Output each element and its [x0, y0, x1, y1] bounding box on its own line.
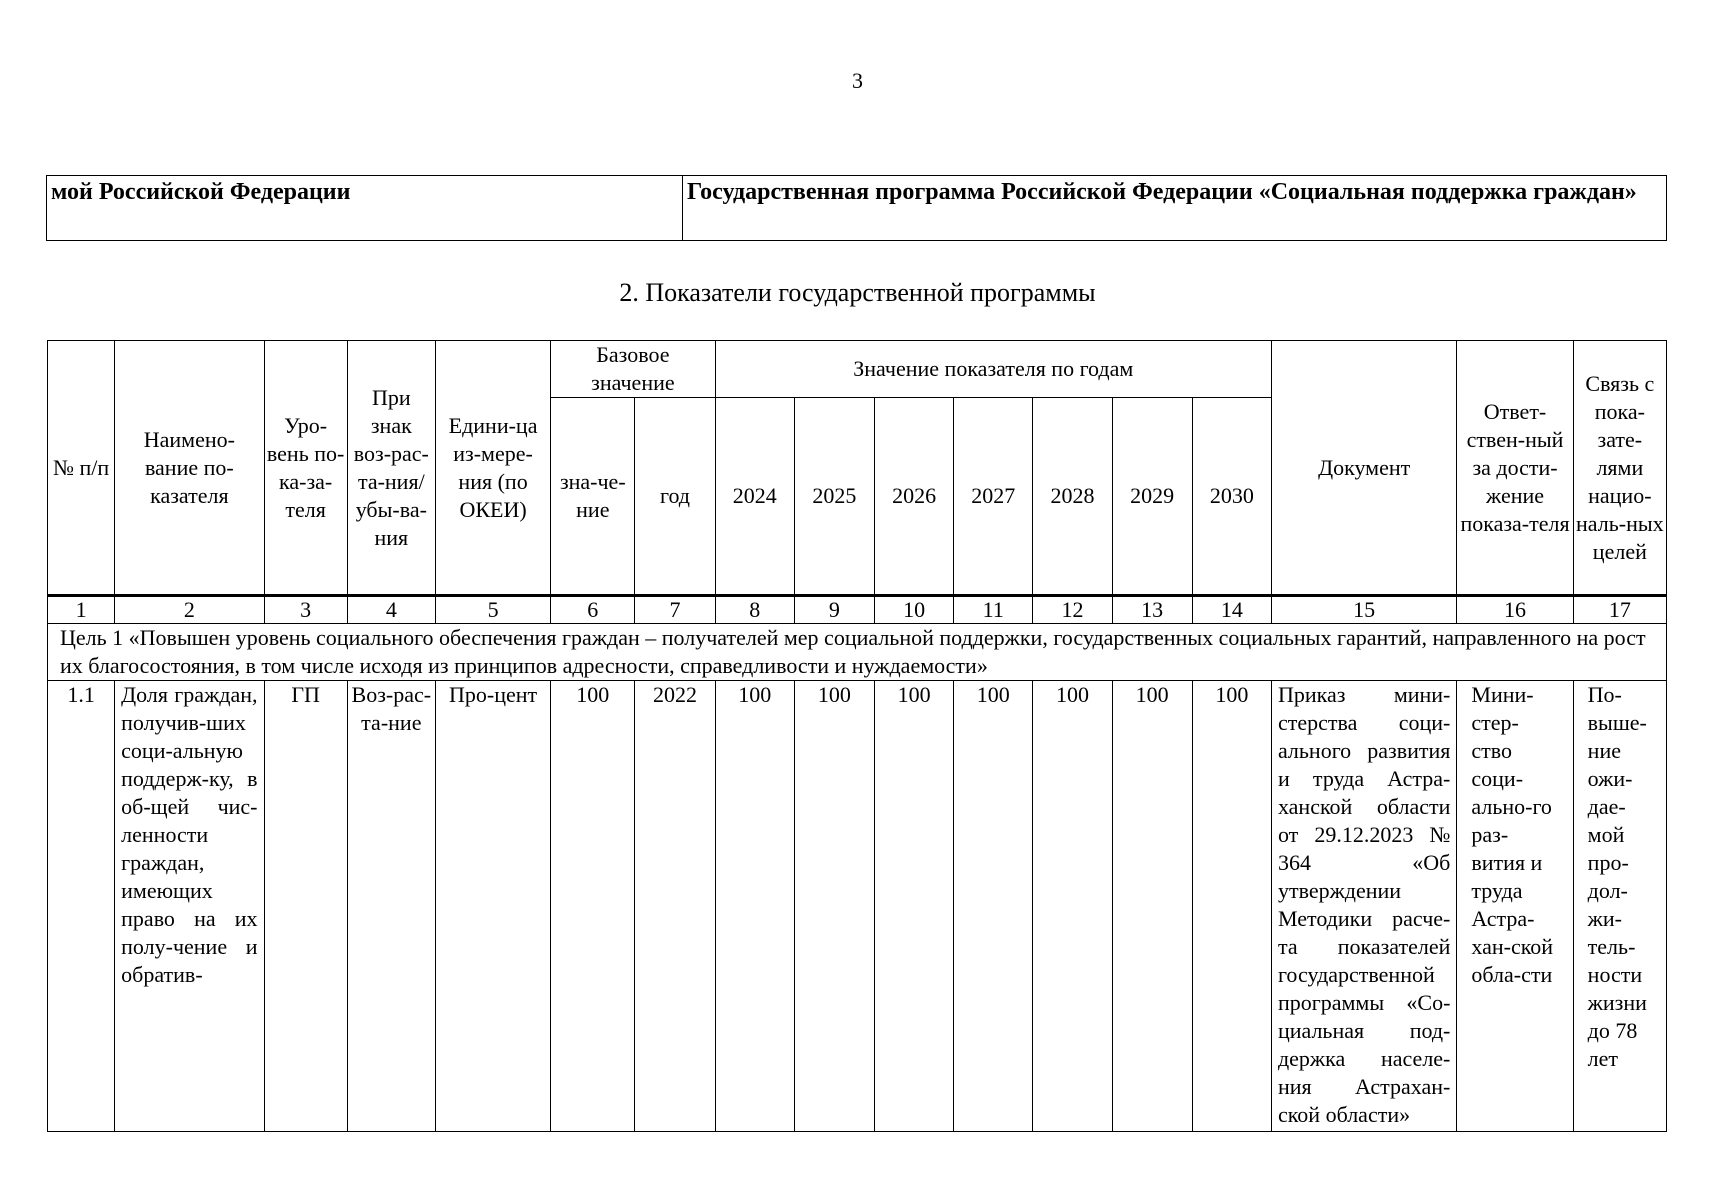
- header-responsible: Ответ-ствен-ный за дости-жение показа-теля: [1457, 341, 1573, 596]
- row-value-2026: 100: [874, 681, 953, 1132]
- row-responsible: Мини-стер-ство соци-ально-го раз-вития и труда Астра-хан-ской обла-сти: [1457, 681, 1573, 1132]
- header-year: 2024: [715, 398, 794, 596]
- column-number: 3: [264, 596, 347, 624]
- goal-row: Цель 1 «Повышен уровень социального обеспечения граждан – получателей мер социальной поддержки, государственных социальных гарантий, направленного на рост их благосостояния, в том числе исходя из принципов адресности, справедливости и нуждаемости»: [48, 624, 1667, 681]
- row-value-2028: 100: [1033, 681, 1112, 1132]
- header-year: 2030: [1192, 398, 1271, 596]
- column-number: 4: [347, 596, 435, 624]
- indicators-table: [47, 340, 1667, 1132]
- row-level: ГП: [264, 681, 347, 1132]
- header-num: № п/п: [48, 341, 115, 596]
- column-number: 6: [551, 596, 635, 624]
- header-unit: Едини-ца из-мере-ния (по ОКЕИ): [435, 341, 550, 596]
- column-number: 1: [48, 596, 115, 624]
- header-right-cell: Государственная программа Российской Федерации «Социальная поддержка граждан»: [683, 176, 1667, 241]
- row-unit: Про-цент: [435, 681, 550, 1132]
- header-base-value: зна-че-ние: [551, 398, 635, 596]
- header-link: Связь с пока-зате-лями нацио-наль-ных целей: [1573, 341, 1666, 596]
- column-number: 12: [1033, 596, 1112, 624]
- header-year: 2025: [794, 398, 874, 596]
- column-number: 16: [1457, 596, 1573, 624]
- header-document: Документ: [1271, 341, 1456, 596]
- row-name: Доля граждан, получив-ших соци-альную поддерж-ку, в об-щей чис-ленности граждан, имеющих право на их полу-чение и обратив-: [115, 681, 264, 1132]
- page-number: 3: [852, 68, 863, 93]
- header-table: [46, 175, 1667, 241]
- header-name: Наимено-вание по-казателя: [115, 341, 264, 596]
- column-number: 10: [874, 596, 953, 624]
- row-document: Приказ мини-стерства соци-ального развития и труда Астра-ханской области от 29.12.2023 № 364 «Об утверждении Методики расче-та показателей государственной программы «Со-циальная под-держка населе-ния Астрахан-ской области»: [1271, 681, 1456, 1132]
- row-base-year: 2022: [635, 681, 715, 1132]
- row-value-2027: 100: [954, 681, 1033, 1132]
- header-base-year: год: [635, 398, 715, 596]
- column-number: 5: [435, 596, 550, 624]
- row-value-2029: 100: [1112, 681, 1192, 1132]
- row-value-2024: 100: [715, 681, 794, 1132]
- header-year: 2026: [874, 398, 953, 596]
- section-title: 2. Показатели государственной программы: [619, 278, 1096, 307]
- row-num: 1.1: [48, 681, 115, 1132]
- column-number: 8: [715, 596, 794, 624]
- column-number: 15: [1271, 596, 1456, 624]
- header-level: Уро-вень по-ка-за-теля: [264, 341, 347, 596]
- column-number: 2: [115, 596, 264, 624]
- row-link: По-выше-ние ожи-дае-мой про-дол-жи-тель-ности жизни до 78 лет: [1573, 681, 1666, 1132]
- column-number: 17: [1573, 596, 1666, 624]
- column-number: 11: [954, 596, 1033, 624]
- row-value-2025: 100: [794, 681, 874, 1132]
- header-values-by-year: Значение показателя по годам: [715, 341, 1271, 398]
- header-left-cell: мой Российской Федерации: [47, 176, 683, 241]
- column-number: 13: [1112, 596, 1192, 624]
- row-sign: Воз-рас-та-ние: [347, 681, 435, 1132]
- row-base-value: 100: [551, 681, 635, 1132]
- column-number: 7: [635, 596, 715, 624]
- column-number: 14: [1192, 596, 1271, 624]
- header-year: 2028: [1033, 398, 1112, 596]
- row-value-2030: 100: [1192, 681, 1271, 1132]
- header-year: 2027: [954, 398, 1033, 596]
- column-number: 9: [794, 596, 874, 624]
- header-year: 2029: [1112, 398, 1192, 596]
- header-base: Базовое значение: [551, 341, 715, 398]
- header-sign: При знак воз-рас-та-ния/ убы-ва-ния: [347, 341, 435, 596]
